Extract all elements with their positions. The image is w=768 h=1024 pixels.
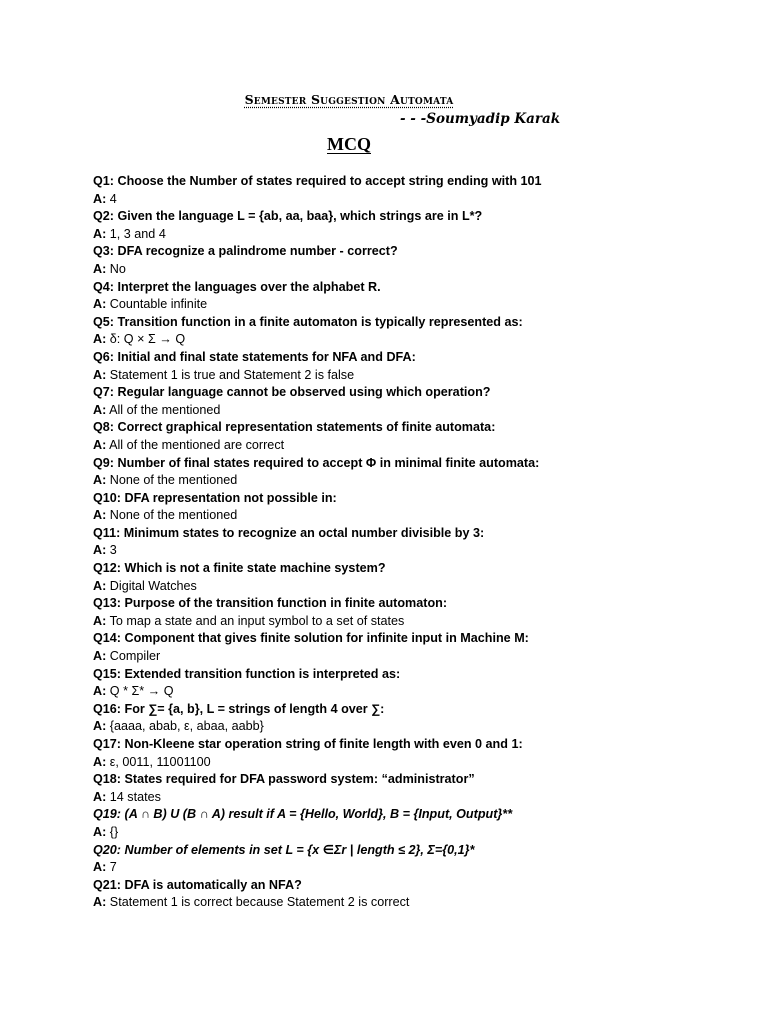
answer-line bbox=[93, 261, 693, 279]
answer-line bbox=[93, 402, 693, 420]
question-text: Q8: Correct graphical representation statements of finite automata: bbox=[93, 420, 496, 435]
question-text: Q3: DFA recognize a palindrome number - correct? bbox=[93, 244, 398, 259]
question-text: Q20: Number of elements in set L = {x ∈Σr | length ≤ 2}, Σ={0,1}* bbox=[93, 842, 475, 857]
question-text: Q11: Minimum states to recognize an octal number divisible by 3: bbox=[93, 525, 485, 540]
answer-label: A: bbox=[93, 437, 107, 452]
answer-text: All of the mentioned are correct bbox=[109, 437, 285, 452]
answer-line bbox=[93, 296, 693, 314]
answer-label: A: bbox=[93, 578, 107, 593]
answer-text: ε, 0011, 11001100 bbox=[109, 754, 211, 769]
question-text: Q9: Number of final states required to accept Φ in minimal finite automata: bbox=[93, 455, 540, 470]
answer-text: 1, 3 and 4 bbox=[109, 226, 166, 241]
answer-text: Countable infinite bbox=[109, 297, 208, 312]
answer-label: A: bbox=[93, 226, 107, 241]
question-text: Q5: Transition function in a finite automaton is typically represented as: bbox=[93, 314, 523, 329]
question-text: Q19: (A ∩ B) U (B ∩ A) result if A = {Hello, World}, B = {Input, Output}** bbox=[93, 807, 513, 822]
answer-text: None of the mentioned bbox=[109, 473, 238, 488]
question-text: Q10: DFA representation not possible in: bbox=[93, 490, 337, 505]
answer-label: A: bbox=[93, 473, 107, 488]
answer-line bbox=[93, 472, 693, 490]
answer-text: All of the mentioned bbox=[109, 402, 221, 417]
answer-label: A: bbox=[93, 649, 107, 664]
answer-label: A: bbox=[93, 613, 107, 628]
answer-text: Q * Σ* → Q bbox=[109, 684, 174, 699]
answer-text: {aaaa, abab, ε, abaa, aabb} bbox=[109, 719, 264, 734]
answer-line bbox=[93, 331, 693, 349]
question-text: Q2: Given the language L = {ab, aa, baa}, which strings are in L*? bbox=[93, 209, 483, 224]
answer-label: A: bbox=[93, 367, 107, 382]
answer-line bbox=[93, 648, 693, 666]
question-text: Q7: Regular language cannot be observed using which operation? bbox=[93, 385, 491, 400]
question-text: Q6: Initial and final state statements for NFA and DFA: bbox=[93, 349, 416, 364]
answer-text: Statement 1 is true and Statement 2 is false bbox=[109, 367, 355, 382]
answer-label: A: bbox=[93, 402, 107, 417]
question-text: Q17: Non-Kleene star operation string of finite length with even 0 and 1: bbox=[93, 737, 523, 751]
answer-line bbox=[93, 613, 693, 631]
answer-label: A: bbox=[93, 860, 107, 875]
answer-label: A: bbox=[93, 895, 107, 910]
answer-text: Statement 1 is correct because Statement 2 is correct bbox=[109, 895, 410, 910]
answer-line bbox=[93, 718, 693, 736]
answer-line bbox=[93, 578, 693, 596]
answer-line bbox=[93, 789, 693, 807]
answer-line bbox=[93, 437, 693, 455]
answer-label: A: bbox=[93, 543, 107, 558]
answer-line bbox=[93, 191, 693, 209]
answer-line bbox=[93, 507, 693, 525]
answer-text: None of the mentioned bbox=[109, 508, 238, 523]
answer-text: No bbox=[109, 261, 126, 276]
answer-label: A: bbox=[93, 684, 107, 699]
answer-text: 3 bbox=[109, 543, 117, 558]
answer-line bbox=[93, 226, 693, 244]
author-line: - - -Soumyadip Karak bbox=[400, 111, 561, 127]
question-text: Q4: Interpret the languages over the alphabet R. bbox=[93, 279, 381, 294]
answer-label: A: bbox=[93, 789, 107, 804]
answer-label: A: bbox=[93, 332, 107, 347]
answer-text: {} bbox=[109, 824, 119, 839]
answer-line bbox=[93, 683, 693, 701]
answer-line bbox=[93, 367, 693, 385]
answer-line bbox=[93, 754, 693, 772]
answer-text: 14 states bbox=[109, 789, 161, 804]
question-text: Q1: Choose the Number of states required to accept string ending with 101 bbox=[93, 174, 542, 188]
question-text: Q14: Component that gives finite solution for infinite input in Machine M: bbox=[93, 631, 529, 646]
answer-label: A: bbox=[93, 754, 107, 769]
answer-label: A: bbox=[93, 297, 107, 312]
answer-label: A: bbox=[93, 191, 107, 206]
answer-label: A: bbox=[93, 261, 107, 276]
answer-label: A: bbox=[93, 719, 107, 734]
answer-line bbox=[93, 859, 693, 877]
question-text: Q12: Which is not a finite state machine system? bbox=[93, 561, 386, 576]
qa-list bbox=[93, 173, 693, 912]
answer-text: δ: Q × Σ → Q bbox=[109, 332, 186, 347]
answer-text: 7 bbox=[109, 860, 117, 875]
document-title: Semester Suggestion Automata bbox=[244, 92, 454, 107]
question-text: Q13: Purpose of the transition function in finite automaton: bbox=[93, 596, 448, 611]
answer-text: 4 bbox=[109, 191, 117, 206]
answer-text: Compiler bbox=[109, 649, 161, 664]
question-text: Q15: Extended transition function is interpreted as: bbox=[93, 666, 401, 681]
section-heading: MCQ bbox=[327, 134, 371, 154]
question-text: Q18: States required for DFA password system: “administrator” bbox=[93, 772, 475, 787]
answer-label: A: bbox=[93, 824, 107, 839]
answer-line bbox=[93, 824, 693, 842]
answer-text: To map a state and an input symbol to a set of states bbox=[109, 613, 405, 628]
question-text: Q21: DFA is automatically an NFA? bbox=[93, 877, 302, 892]
answer-line bbox=[93, 894, 693, 912]
answer-line bbox=[93, 542, 693, 560]
answer-text: Digital Watches bbox=[109, 578, 197, 593]
answer-label: A: bbox=[93, 508, 107, 523]
question-text: Q16: For ∑= {a, b}, L = strings of length 4 over ∑: bbox=[93, 701, 385, 716]
